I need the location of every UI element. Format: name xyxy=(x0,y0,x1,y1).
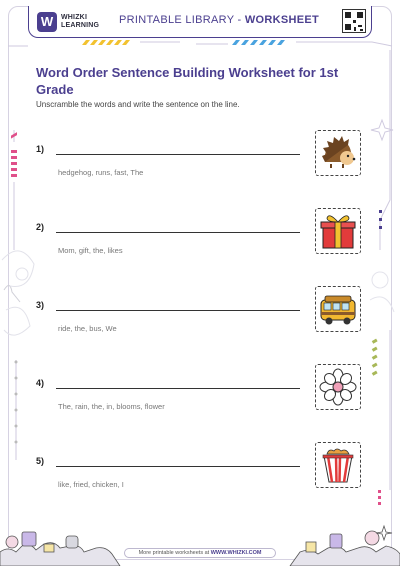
picture-frame xyxy=(315,442,361,488)
header-title-bold: WORKSHEET xyxy=(244,14,320,26)
worksheet-title: Word Order Sentence Building Worksheet for 1st Grade xyxy=(36,65,339,97)
exercise-number: 3) xyxy=(36,300,45,310)
worksheet-instructions: Unscramble the words and write the sentence on the line. xyxy=(36,100,240,109)
exercise-number: 5) xyxy=(36,456,45,466)
answer-line[interactable] xyxy=(56,232,300,233)
footer xyxy=(0,528,400,566)
picture-frame xyxy=(315,286,361,332)
answer-line[interactable] xyxy=(56,310,300,311)
header-title-prefix: PRINTABLE LIBRARY - xyxy=(119,14,245,26)
answer-line[interactable] xyxy=(56,154,300,155)
exercise-row-3 xyxy=(0,286,400,356)
exercise-row-1 xyxy=(0,130,400,200)
footer-text: More printable worksheets at xyxy=(138,550,211,556)
picture-frame xyxy=(315,208,361,254)
exercise-row-2 xyxy=(0,208,400,278)
brand-name xyxy=(61,14,99,30)
picture-frame xyxy=(315,130,361,176)
exercise-row-5 xyxy=(0,442,400,512)
exercise-number: 2) xyxy=(36,222,45,232)
scrambled-words: ride, the, bus, We xyxy=(58,324,117,333)
scrambled-words: The, rain, the, in, blooms, flower xyxy=(58,402,165,411)
flower-icon xyxy=(319,368,357,406)
qr-code-icon xyxy=(342,9,366,33)
exercise-row-4 xyxy=(0,364,400,434)
footer-banner xyxy=(124,548,276,558)
right-side-decorations xyxy=(366,50,400,520)
answer-line[interactable] xyxy=(56,388,300,389)
header-title xyxy=(119,14,329,26)
header-frame-lines xyxy=(0,36,400,48)
picture-frame xyxy=(315,364,361,410)
footer-url-link[interactable]: WWW.WHIZKI.COM xyxy=(210,550,262,556)
header-bar xyxy=(28,6,372,38)
exercise-number: 1) xyxy=(36,144,45,154)
hedgehog-icon xyxy=(319,134,357,172)
exercise-number: 4) xyxy=(36,378,45,388)
gift-icon xyxy=(319,212,357,250)
brand-line-1: WHIZKI xyxy=(61,14,88,21)
chicken-bucket-icon xyxy=(319,446,357,484)
whizki-logo-icon: W xyxy=(37,12,57,32)
scrambled-words: Mom, gift, the, likes xyxy=(58,246,123,255)
brand-line-2: LEARNING xyxy=(61,22,100,29)
scrambled-words: like, fried, chicken, I xyxy=(58,480,124,489)
scrambled-words: hedgehog, runs, fast, The xyxy=(58,168,144,177)
bus-icon xyxy=(319,290,357,328)
faded-doodle-decoration xyxy=(0,230,40,350)
answer-line[interactable] xyxy=(56,466,300,467)
